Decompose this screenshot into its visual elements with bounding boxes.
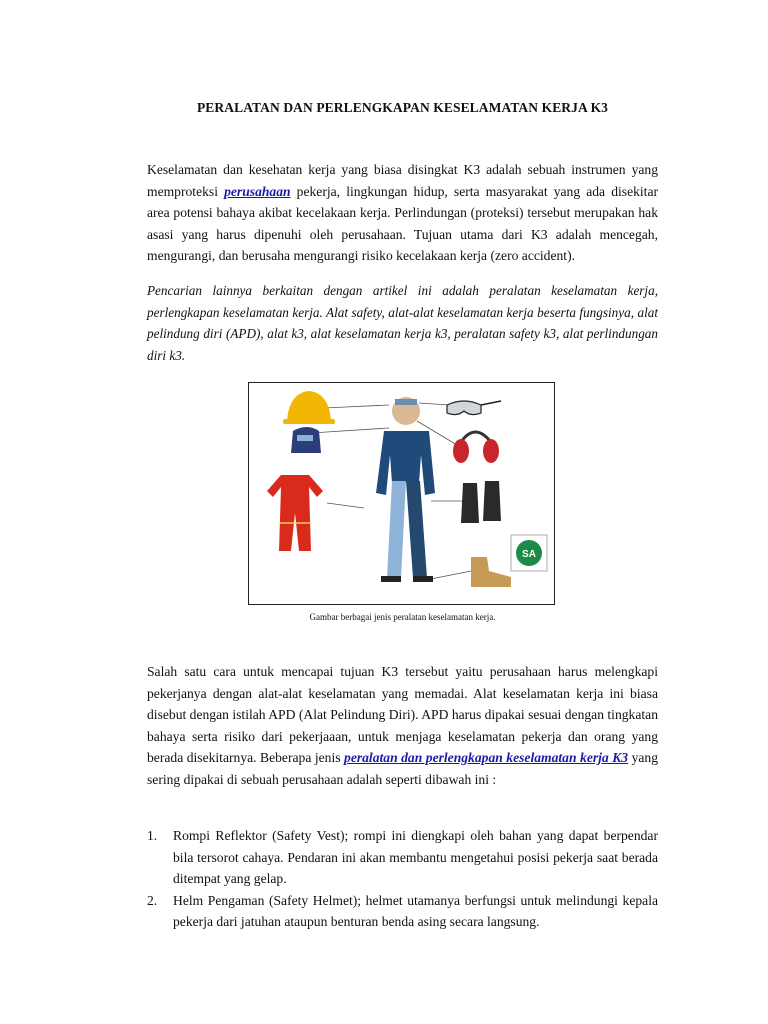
list-item	[147, 890, 658, 933]
worker-figure-icon	[376, 397, 435, 582]
apd-text-before: Salah satu cara untuk mencapai tujuan K3 tersebut yaitu perusahaan harus melengkapi pekerjanya dengan alat-alat keselamatan yang memadai. Alat keselamatan kerja ini biasa disebut dengan istilah APD (Alat Pelindung Diri). APD harus dipakai sesuai dengan tingkatan bahaya serta risiko dari pekerjaaan, untuk menjaga keselamatan pekerja dan orang yang berada disekitarnya. Beberapa jenis	[147, 664, 658, 765]
search-keywords-paragraph: Pencarian lainnya berkaitan dengan artikel ini adalah peralatan keselamatan kerja, perlengkapan keselamatan kerja. Alat safety, alat-alat keselamatan kerja beserta fungsinya, alat pelindung diri (APD), alat k3, alat keselamatan kerja k3, peralatan safety k3, alat perlindungan diri k3.	[147, 283, 658, 363]
safety-helmet-icon	[283, 391, 335, 424]
list-item	[147, 825, 658, 890]
perusahaan-link[interactable]: perusahaan	[224, 183, 291, 199]
safety-gloves-icon	[461, 481, 501, 523]
safety-equipment-figure	[248, 382, 555, 605]
safety-equipment-illustration	[249, 383, 554, 604]
list-item-number: 1.	[147, 828, 158, 843]
list-item-text: Rompi Reflektor (Safety Vest); rompi ini diengkapi oleh bahan yang dapat berpendar bila tersorot cahaya. Pendaran ini akan membantu mengetahui posisi pekerja saat berada ditempat yang gelap.	[173, 828, 658, 886]
apd-paragraph	[147, 661, 658, 790]
safety-boot-icon	[471, 557, 511, 587]
welding-hood-icon	[291, 427, 321, 453]
coverall-icon	[267, 475, 323, 551]
safety-badge-icon	[511, 535, 547, 571]
list-item-text: Helm Pengaman (Safety Helmet); helmet utamanya berfungsi untuk melindungi kepala pekerja dari jatuhan ataupun benturan benda asing secara langsung.	[173, 892, 658, 929]
intro-text-before: Keselamatan dan kesehatan kerja yang biasa disingkat K3 adalah sebuah instrumen yang memproteksi	[147, 162, 658, 199]
apd-text-after: yang sering dipakai di sebuah perusahaan adalah seperti dibawah ini :	[147, 750, 658, 787]
badge-label: SA	[522, 549, 536, 560]
peralatan-k3-link[interactable]: peralatan dan perlengkapan keselamatan kerja K3	[344, 750, 629, 765]
intro-text-after: pekerja, lingkungan hidup, serta masyarakat yang ada disekitar area potensi bahaya akibat kecelakaan kerja. Perlindungan (proteksi) tersebut merupakan hak asasi yang harus dipenuhi oleh perusahaan. Tujuan utama dari K3 adalah mencegah, mengurangi, dan berusaha mengurangi risiko kecelakaan kerja (zero accident).	[147, 183, 659, 263]
equipment-list	[147, 825, 658, 933]
list-item-number: 2.	[147, 892, 158, 908]
intro-paragraph	[147, 159, 658, 267]
document-title: PERALATAN DAN PERLENGKAPAN KESELAMATAN KERJA K3	[196, 100, 609, 115]
earmuff-icon	[453, 432, 499, 463]
figure-caption: Gambar berbagai jenis peralatan keselamatan kerja.	[309, 612, 496, 622]
safety-glasses-icon	[447, 401, 501, 415]
